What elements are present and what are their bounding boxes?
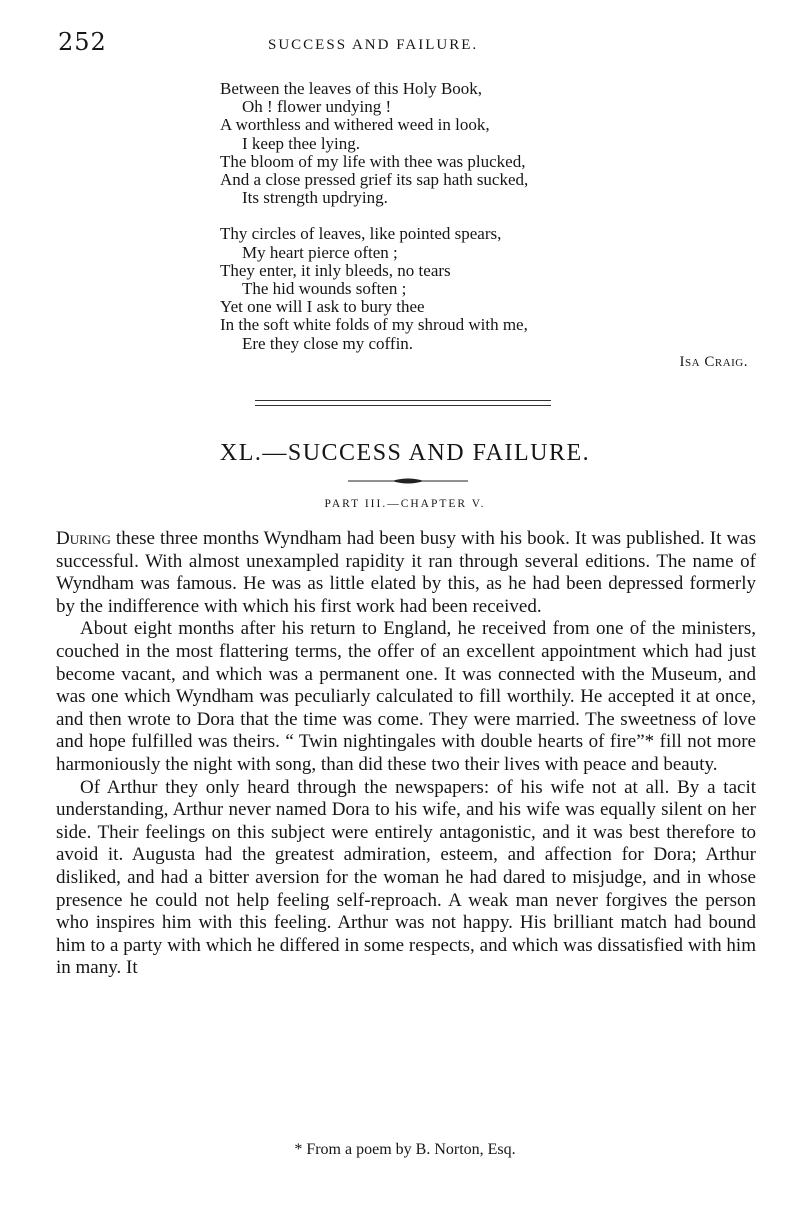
poem-line: My heart pierce often ; <box>242 242 398 262</box>
paragraph-text: these three months Wyndham had been busy with his book. It was published. It was successful. With almost unexampled rapidity it ran through several editions. The name of Wyndham was famous. He was as little elated by this, as he had been depressed formerly by the indifference with which his first work had been received. <box>56 528 756 617</box>
stanza-gap <box>220 207 760 225</box>
poem-line: A worthless and withered weed in look, <box>220 115 490 135</box>
chapter-title: XL.—SUCCESS AND FAILURE. <box>219 440 591 466</box>
poem-line: And a close pressed grief its sap hath sucked, <box>220 170 529 190</box>
page-number: 252 <box>58 28 107 56</box>
paragraph <box>56 528 756 618</box>
poem-author: Isa Craig. <box>679 353 748 370</box>
poem-line: Thy circles of leaves, like pointed spears, <box>220 224 502 244</box>
poem-line: Ere they close my coffin. <box>242 333 414 353</box>
poem-line: The bloom of my life with thee was plucked, <box>220 151 526 171</box>
paragraph: About eight months after his return to England, he received from one of the ministers, couched in the most flattering terms, the offer of an excellent appointment which had just become vacant, and which was a permanent one. It was connected with the Museum, and was one which Wyndham was peculiarly calculated to fill worthily. He accepted it at once, and then wrote to Dora that the time was come. They were married. The sweetness of love and hope fulfilled was theirs. “ Twin nightingales with double hearts of fire”* fill not more harmoniously the night with song, than did these two their lives with peace and beauty. <box>56 618 756 775</box>
ornament-dash-icon <box>348 477 468 485</box>
running-title: SUCCESS AND FAILURE. <box>268 37 479 53</box>
poem-line: Oh ! flower undying ! <box>242 97 392 117</box>
poem-line: Its strength updrying. <box>242 188 388 208</box>
poem-line: In the soft white folds of my shroud with me, <box>220 315 528 335</box>
poem-line: I keep thee lying. <box>242 133 361 153</box>
poem <box>220 80 760 371</box>
poem-line: Between the leaves of this Holy Book, <box>220 79 483 98</box>
page-header <box>58 28 758 62</box>
opening-word: During <box>56 528 111 549</box>
part-heading: PART III.—CHAPTER V. <box>324 498 486 510</box>
footnote: * From a poem by B. Norton, Esq. <box>294 1141 516 1158</box>
paragraph: Of Arthur they only heard through the newspapers: of his wife not at all. By a tacit understanding, Arthur never named Dora to his wife, and his wife was equally silent on her side. Their feelings on this subject were entirely antagonistic, and it was best therefore to avoid it. Augusta had the greatest admiration, esteem, and affection for Dora; Arthur disliked, and had a bitter aversion for the woman he had dared to misjudge, and in whose presence he could not help feeling self-reproach. A weak man never forgives the person who inspires him with this feeling. Arthur was not happy. His brilliant match had bound him to a party with which he differed in some respects, and which was dissatisfied with him in many. It <box>56 776 756 979</box>
body-text <box>56 528 756 980</box>
section-divider <box>255 400 551 406</box>
poem-stanza-2 <box>220 225 760 352</box>
poem-line: The hid wounds soften ; <box>242 279 407 299</box>
poem-line: They enter, it inly bleeds, no tears <box>220 260 451 280</box>
poem-stanza-1 <box>220 80 760 207</box>
poem-line: Yet one will I ask to bury thee <box>220 297 425 317</box>
